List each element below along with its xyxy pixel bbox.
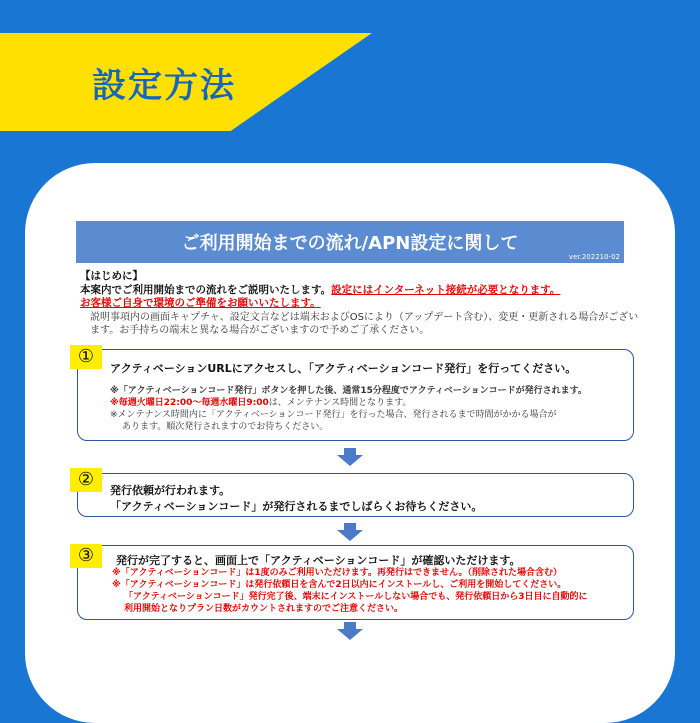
step-3-note-1: ※「アクティベーションコード」は1度のみご利用いただけます。再発行はできません。（削除された場合含む） bbox=[112, 568, 562, 578]
step-1-note-3: ※メンテナンス時間内に「アクティベーションコード発行」を行った場合、発行されるまで時間がかかる場合が bbox=[110, 410, 557, 420]
step-1-badge: ① bbox=[70, 345, 102, 369]
intro-section bbox=[80, 270, 640, 338]
step-1-note-4: あります。順次発行されますのでお待ちください。 bbox=[122, 422, 329, 432]
step-1-note-2-rest: は、メンテナンス時間となります。 bbox=[268, 398, 412, 408]
step-3-main: 発行が完了すると、画面上で「アクティベーションコード」が確認いただけます。 bbox=[116, 554, 521, 567]
intro-line1-red: 設定にはインターネット接続が必要となります。 bbox=[331, 283, 561, 296]
step-1-main: アクティベーションURLにアクセスし、「アクティベーションコード発行」を行ってください。 bbox=[110, 362, 577, 375]
doc-version: ver.202210-02 bbox=[568, 253, 620, 261]
intro-line2 bbox=[80, 297, 640, 311]
step-3-badge: ③ bbox=[70, 544, 102, 568]
step-2-main-line2: 「アクティベーションコード」が発行されるまでしばらくお待ちください。 bbox=[110, 500, 483, 513]
step-3-note-2: ※「アクティベーションコード」は発行依頼日を含んで2日以内にインストールし、ご利用を開始してください。 bbox=[112, 580, 567, 590]
step-1-notes bbox=[110, 385, 630, 433]
intro-heading: 【はじめに】 bbox=[80, 270, 143, 282]
step-2-badge: ② bbox=[70, 468, 102, 492]
step-3-notes bbox=[112, 567, 632, 615]
intro-line1-black: 本案内でご利用開始までの流れをご説明いたします。 bbox=[80, 283, 332, 296]
arrow-down-icon bbox=[337, 448, 363, 466]
intro-line2-red: お客様ご自身で環境のご準備をお願いいたします。 bbox=[80, 297, 321, 309]
step-1-note-2 bbox=[110, 397, 630, 409]
intro-note: 説明事項内の画面キャプチャ、設定文言などは端末およびOSにより（アップデート含む）、変更・更新される場合がございます。お手持ちの端末と異なる場合がございますので予めご了承ください。 bbox=[90, 311, 639, 336]
page-title: 設定方法 bbox=[92, 66, 236, 106]
doc-header bbox=[76, 221, 624, 263]
step-1-note-2-red: ※毎週火曜日22:00～毎週水曜日9:00 bbox=[110, 398, 269, 408]
step-3-note-4: 利用開始となりプラン日数がカウントされますのでご注意ください。 bbox=[124, 604, 404, 614]
arrow-down-icon bbox=[337, 622, 363, 640]
intro-line1 bbox=[80, 284, 640, 298]
step-1-note-1: ※「アクティベーションコード発行」ボタンを押した後、通常15分程度でアクティベーションコードが発行されます。 bbox=[110, 386, 587, 396]
doc-header-title: ご利用開始までの流れ/APN設定に関して bbox=[181, 233, 519, 254]
step-2-main-line1: 発行依頼が行われます。 bbox=[110, 484, 231, 497]
arrow-down-icon bbox=[337, 523, 363, 541]
step-3-note-3: 「アクティベーションコード」発行完了後、端末にインストールしない場合でも、発行依頼日から3日目に自動的に bbox=[124, 592, 588, 602]
